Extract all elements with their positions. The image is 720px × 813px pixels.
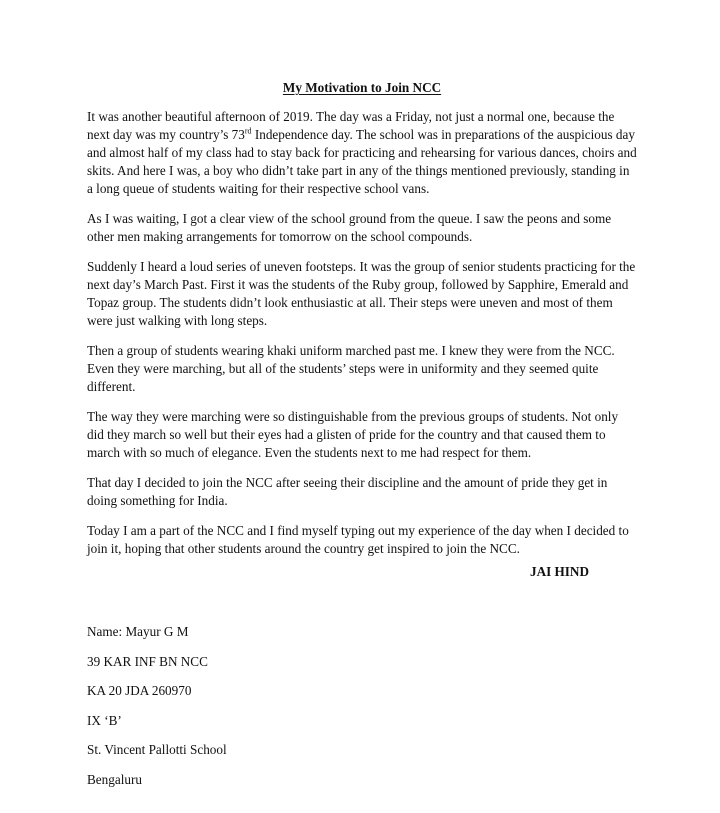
paragraph-4: Then a group of students wearing khaki uniform marched past me. I knew they were from the NCC. Even they were marching, but all of the students’ steps were in uniformity and they seemed quite different. [87,343,615,394]
paragraph-1-text-b: Independence day. The school was in preparations of the auspicious day and almost half of my class had to stay back for practicing and rehearsing for various dances, choirs and skits. And here I was, a boy who didn’t take part in any of the things mentioned previously, standing in a long queue of students waiting for their respective school vans. [87,127,637,196]
paragraph-1 [87,108,637,198]
author-city: Bengaluru [87,771,142,787]
paragraph-3: Suddenly I heard a loud series of uneven footsteps. It was the group of senior students practicing for the next day’s March Past. First it was the students of the Ruby group, followed by Sapphire, Emerald and Topaz group. The students didn’t look enthusiastic at all. Their steps were uneven and most of them were just walking with long steps. [87,259,636,328]
paragraph-1-text-a: It was another beautiful afternoon of 2019. The day was a Friday, not just a normal one, because the next day was my country’s 73 [87,109,615,142]
paragraph-5: The way they were marching were so distinguishable from the previous groups of students. Not only did they march so well but their eyes had a glisten of pride for the country and that caused them to march with so much of elegance. Even the students next to me had respect for them. [87,409,619,460]
document-title-text: My Motivation to Join NCC [282,80,442,95]
paragraph-6: That day I decided to join the NCC after seeing their discipline and the amount of pride they get in doing something for India. [87,475,608,508]
author-name: Name: Mayur G M [87,624,189,639]
document-body [87,108,637,570]
ordinal-superscript: rd [244,126,252,136]
author-details [87,623,227,800]
signoff: JAI HIND [530,564,589,579]
author-school: St. Vincent Pallotti School [87,742,227,757]
paragraph-7: Today I am a part of the NCC and I find myself typing out my experience of the day when I decided to join it, hoping that other students around the country get inspired to join the NCC. [87,523,629,556]
author-regimental-number: KA 20 JDA 260970 [87,683,192,698]
document-title [87,79,637,97]
author-unit: 39 KAR INF BN NCC [87,653,208,669]
paragraph-2: As I was waiting, I got a clear view of the school ground from the queue. I saw the peons and some other men making arrangements for tomorrow on the school compounds. [87,211,612,244]
author-class: IX ‘B’ [87,712,122,728]
